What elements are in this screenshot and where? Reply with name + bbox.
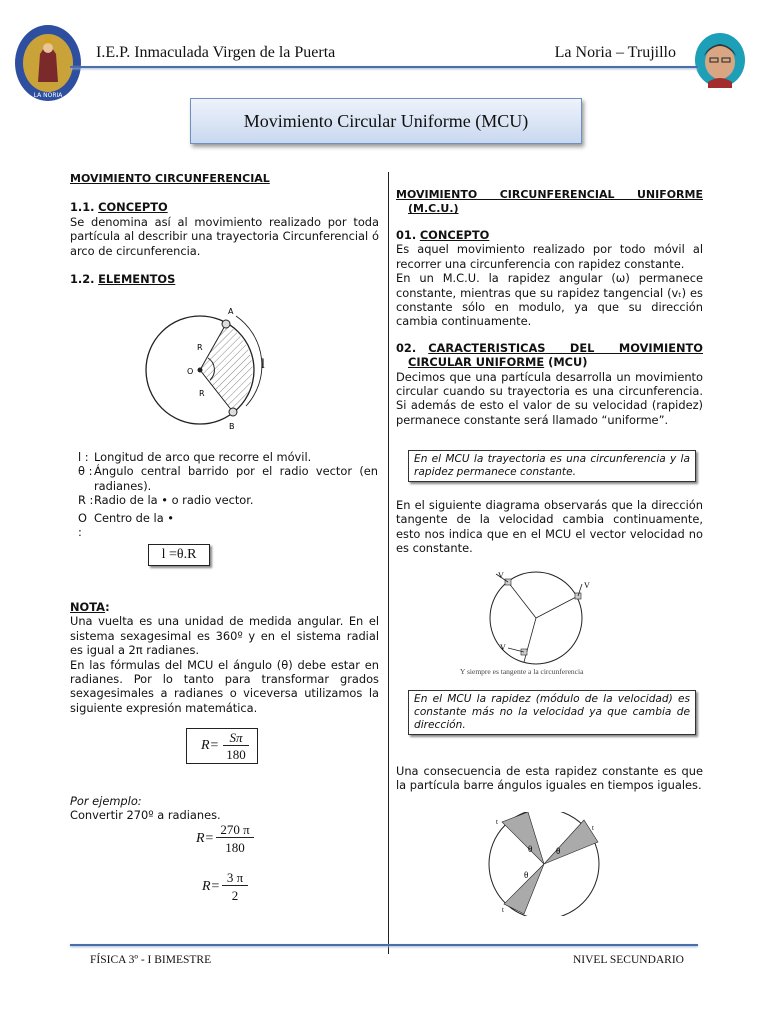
label-r-bottom: R xyxy=(199,389,205,398)
label-l: l xyxy=(261,357,265,372)
formula-example-2: R= 3 π 2 xyxy=(202,870,262,904)
header-rule xyxy=(70,66,698,68)
element-r: R : Radio de la • o radio vector. xyxy=(78,493,254,508)
label-v1: V xyxy=(498,571,504,580)
element-o: O : Centro de la • xyxy=(78,510,175,540)
footer-rule xyxy=(70,944,698,946)
right-heading: MOVIMIENTO CIRCUNFERENCIAL UNIFORME (M.C.U.) xyxy=(396,188,703,215)
t-label-2: t xyxy=(592,824,594,832)
formula-conversion: R= Sπ 180 xyxy=(186,728,258,764)
section-1-1-title: 1.1. CONCEPTO xyxy=(70,200,168,215)
portrait-photo xyxy=(694,32,746,88)
label-v2: V xyxy=(584,581,590,590)
section-01-text: Es aquel movimiento realizado por todo móvil al recorrer una circunferencia con rapidez constante. xyxy=(396,242,703,271)
theta-2: θ xyxy=(556,846,561,856)
formula-example-1: R= 270 π 180 xyxy=(196,822,266,856)
equal-angles-diagram xyxy=(484,812,604,916)
section-01-title: 01. CONCEPTO xyxy=(396,228,490,242)
school-logo xyxy=(14,24,82,102)
column-divider xyxy=(388,172,389,954)
example-text: Convertir 270º a radianes. xyxy=(70,808,221,823)
left-column xyxy=(70,172,379,286)
velocity-diagram xyxy=(456,568,636,678)
nota-label: NOTA: xyxy=(70,600,110,614)
nota-paragraph-2: En las fórmulas del MCU el ángulo (θ) debe estar en radianes. Por lo tanto para transformar grados sexagesimales a radianes o viceversa utilizamos la siguiente expresión matemática. xyxy=(70,657,379,715)
section-02-text: Decimos que una partícula desarrolla un movimiento circular cuando su trayectoria es una circunferencia. Si además de esto el valor de su velocidad (rapidez) permanece constante será llamado “uniforme”. xyxy=(396,369,703,427)
right-column xyxy=(396,188,703,427)
left-heading: MOVIMIENTO CIRCUNFERENCIAL xyxy=(70,172,270,185)
nota-section xyxy=(70,600,379,715)
school-location: La Noria – Trujillo xyxy=(554,44,676,61)
label-a: A xyxy=(228,307,234,316)
element-theta: θ : Ángulo central barrido por el radio vector (en radianes). xyxy=(78,464,378,493)
note-box-1: En el MCU la trayectoria es una circunferencia y la rapidez permanece constante. xyxy=(408,450,696,482)
footer-right: NIVEL SECUNDARIO xyxy=(572,954,684,966)
t-label-3: t xyxy=(502,906,504,914)
section-01-text-2: En un M.C.U. la rapidez angular (ω) permanece constante, mientras que su rapidez tangencial (vₜ) es constante sólo en modulo, ya que su dirección cambia continuamente. xyxy=(396,271,703,329)
elements-list xyxy=(78,450,378,539)
note-box-2: En el MCU la rapidez (módulo de la velocidad) es constante más no la velocidad ya que cambia de dirección. xyxy=(408,690,696,735)
section-02-title: 02. CARACTERISTICAS DEL MOVIMIENTO CIRCULAR UNIFORME (MCU) xyxy=(396,340,703,370)
label-v3: V xyxy=(500,643,506,652)
final-paragraph: Una consecuencia de esta rapidez constante es que la partícula barre ángulos iguales en tiempos iguales. xyxy=(396,764,703,793)
theta-3: θ xyxy=(524,870,529,880)
label-o: O xyxy=(187,367,194,376)
theta-1: θ xyxy=(528,844,533,854)
example-section xyxy=(70,794,370,823)
school-name: I.E.P. Inmaculada Virgen de la Puerta xyxy=(96,44,336,61)
logo-text: LA NORIA xyxy=(33,92,63,99)
t-label-1: t xyxy=(496,818,498,826)
example-label: Por ejemplo: xyxy=(70,794,142,808)
diagram-paragraph: En el siguiente diagrama observarás que la dirección tangente de la velocidad cambia continuamente, esto nos indica que en el MCU el vector velocidad no es constante. xyxy=(396,498,703,556)
label-b: B xyxy=(229,422,235,431)
formula-arc-length: l =θ.R xyxy=(148,544,210,566)
section-1-2-title: 1.2. ELEMENTOS xyxy=(70,272,176,287)
footer-left: FÍSICA 3º - I BIMESTRE xyxy=(90,954,212,966)
nota-paragraph-1: Una vuelta es una unidad de medida angular. En el sistema sexagesimal es 360º y en el sistema radial es igual a 2π radianes. xyxy=(70,614,379,658)
page-title: Movimiento Circular Uniforme (MCU) xyxy=(190,98,582,144)
section-1-1-text: Se denomina así al movimiento realizado por toda partícula al describir una trayectoria Circunferencial ó arco de circunferencia. xyxy=(70,214,379,258)
elements-diagram xyxy=(140,302,280,432)
label-r-top: R xyxy=(197,343,203,352)
element-l: l : Longitud de arco que recorre el móvil. xyxy=(78,450,312,464)
diagram-caption: Y siempre es tangente a la circunferencia xyxy=(460,667,584,676)
